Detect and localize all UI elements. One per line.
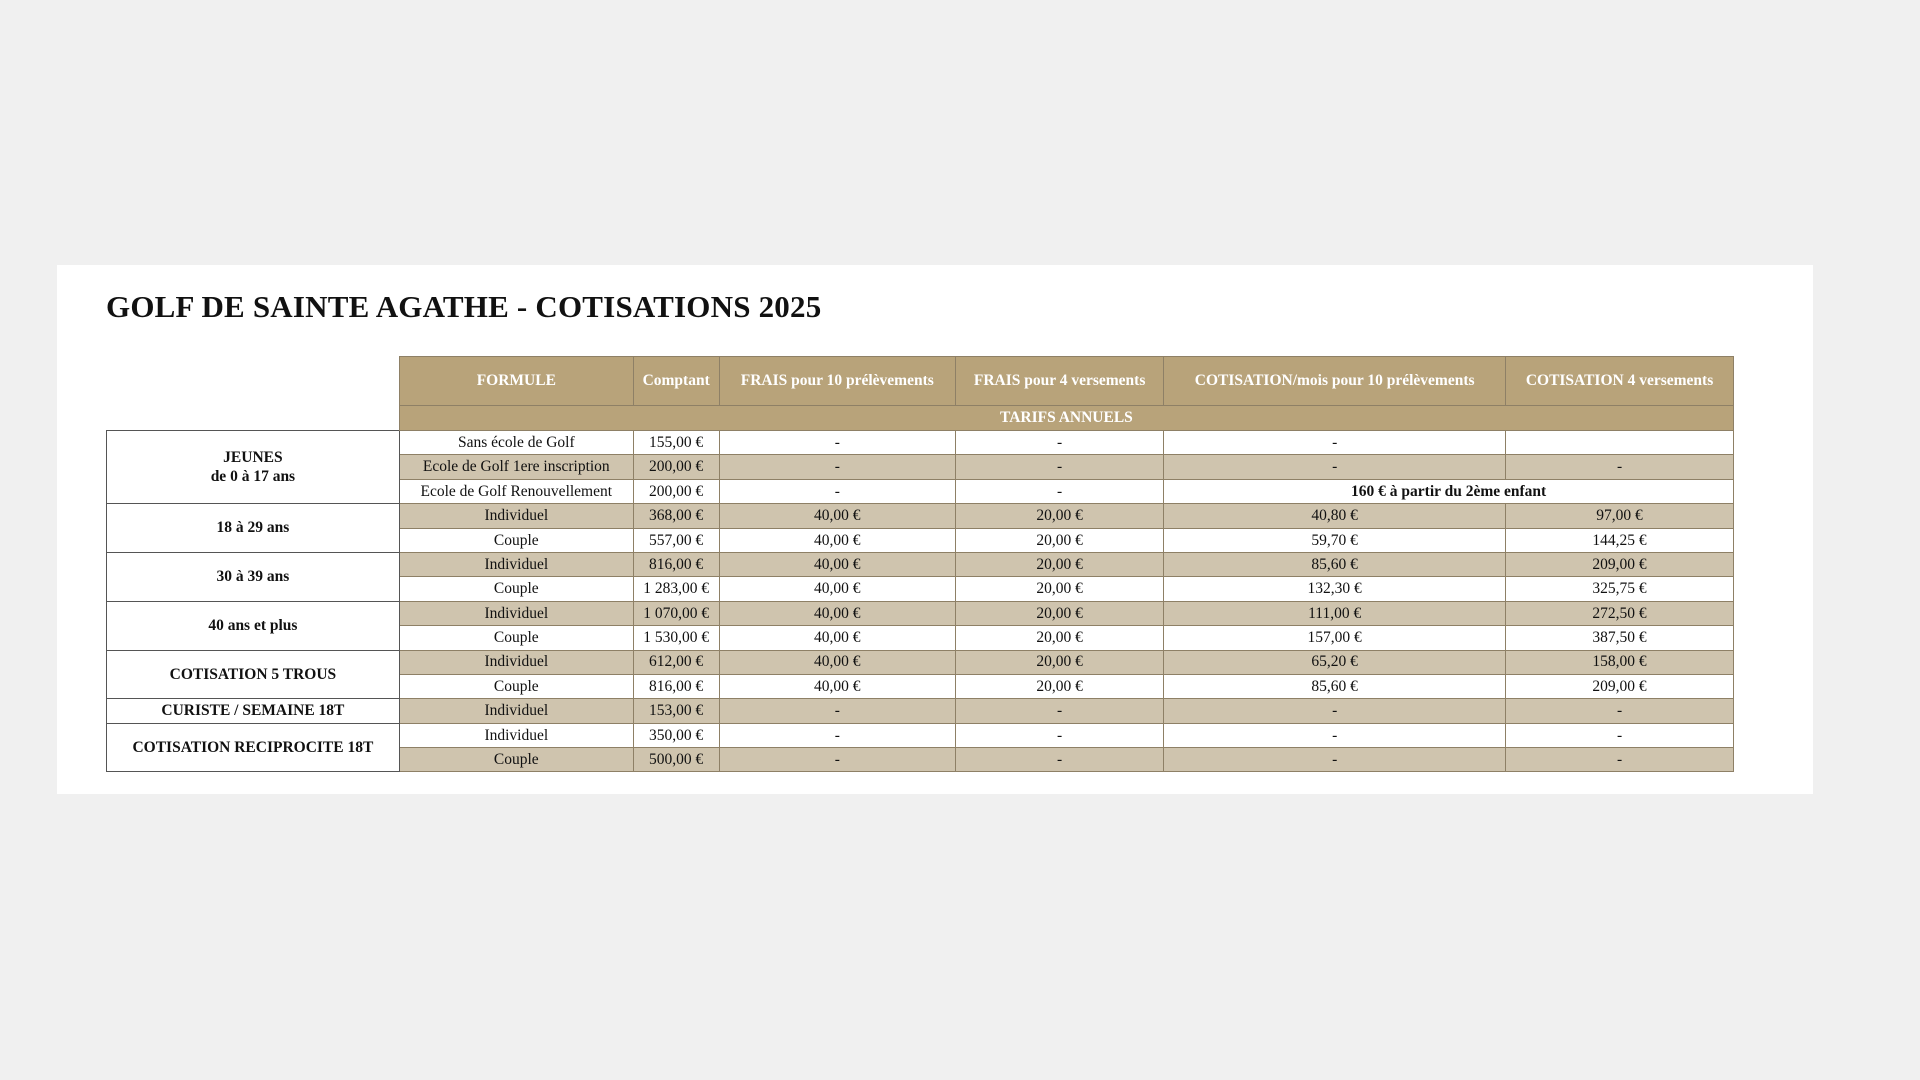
cell-formule: Individuel xyxy=(399,699,633,723)
table-row xyxy=(107,723,1734,747)
cell-frais-10: - xyxy=(719,748,955,772)
header-comptant: Comptant xyxy=(633,357,719,406)
cell-comptant: 1 530,00 € xyxy=(633,626,719,650)
cell-cotisation-4: 387,50 € xyxy=(1506,626,1734,650)
cell-cotisation-4 xyxy=(1506,431,1734,455)
header-cotisation-mois-10: COTISATION/mois pour 10 prélèvements xyxy=(1164,357,1506,406)
cell-formule: Couple xyxy=(399,626,633,650)
cell-frais-4: 20,00 € xyxy=(956,528,1164,552)
header-formule: FORMULE xyxy=(399,357,633,406)
cell-formule: Individuel xyxy=(399,552,633,576)
table-row xyxy=(107,699,1734,723)
cell-frais-4: 20,00 € xyxy=(956,577,1164,601)
cell-comptant: 200,00 € xyxy=(633,479,719,503)
group-jeunes-label: JEUNES xyxy=(223,448,283,466)
cell-comptant: 153,00 € xyxy=(633,699,719,723)
cell-cotisation-mois-10: 85,60 € xyxy=(1164,674,1506,698)
table-row xyxy=(107,650,1734,674)
cell-cotisation-4: 272,50 € xyxy=(1506,601,1734,625)
cell-formule: Couple xyxy=(399,674,633,698)
group-jeunes xyxy=(107,431,400,504)
cell-formule: Individuel xyxy=(399,601,633,625)
cell-comptant: 1 070,00 € xyxy=(633,601,719,625)
table-row xyxy=(107,504,1734,528)
table-row xyxy=(107,552,1734,576)
cell-cotisation-4: 325,75 € xyxy=(1506,577,1734,601)
cell-frais-10: 40,00 € xyxy=(719,650,955,674)
cell-comptant: 612,00 € xyxy=(633,650,719,674)
cell-formule: Couple xyxy=(399,748,633,772)
cell-cotisation-4: 158,00 € xyxy=(1506,650,1734,674)
cell-frais-10: 40,00 € xyxy=(719,674,955,698)
page-title: GOLF DE SAINTE AGATHE - COTISATIONS 2025 xyxy=(106,289,822,324)
cell-cotisation-mois-10: 40,80 € xyxy=(1164,504,1506,528)
cell-cotisation-mois-10: 157,00 € xyxy=(1164,626,1506,650)
group-30-39: 30 à 39 ans xyxy=(107,552,400,601)
header-frais-10: FRAIS pour 10 prélèvements xyxy=(719,357,955,406)
cell-formule: Individuel xyxy=(399,650,633,674)
cell-cotisation-4: 97,00 € xyxy=(1506,504,1734,528)
cell-frais-4: 20,00 € xyxy=(956,650,1164,674)
cell-cotisation-4: 209,00 € xyxy=(1506,674,1734,698)
cell-cotisation-mois-10: - xyxy=(1164,699,1506,723)
cell-frais-4: 20,00 € xyxy=(956,626,1164,650)
cell-frais-4: - xyxy=(956,479,1164,503)
cell-cotisation-mois-10: - xyxy=(1164,431,1506,455)
header-frais-4: FRAIS pour 4 versements xyxy=(956,357,1164,406)
cell-cotisation-mois-10: - xyxy=(1164,723,1506,747)
cell-frais-10: - xyxy=(719,699,955,723)
cell-comptant: 500,00 € xyxy=(633,748,719,772)
cell-frais-4: - xyxy=(956,431,1164,455)
cell-cotisation-mois-10: 111,00 € xyxy=(1164,601,1506,625)
cell-frais-4: 20,00 € xyxy=(956,504,1164,528)
cell-comptant: 816,00 € xyxy=(633,674,719,698)
cell-formule: Couple xyxy=(399,528,633,552)
group-jeunes-age: de 0 à 17 ans xyxy=(210,468,296,486)
cell-frais-10: 40,00 € xyxy=(719,577,955,601)
header-tarifs-annuels: TARIFS ANNUELS xyxy=(399,406,1733,431)
cotisations-table xyxy=(106,356,1734,772)
cell-frais-4: - xyxy=(956,748,1164,772)
cell-formule: Ecole de Golf 1ere inscription xyxy=(399,455,633,479)
cell-formule: Sans école de Golf xyxy=(399,431,633,455)
cell-frais-4: 20,00 € xyxy=(956,674,1164,698)
cell-cotisation-mois-10: 132,30 € xyxy=(1164,577,1506,601)
cell-cotisation-4: 209,00 € xyxy=(1506,552,1734,576)
cell-comptant: 200,00 € xyxy=(633,455,719,479)
cell-frais-10: - xyxy=(719,479,955,503)
cell-cotisation-4: 144,25 € xyxy=(1506,528,1734,552)
header-cotisation-4: COTISATION 4 versements xyxy=(1506,357,1734,406)
cell-comptant: 155,00 € xyxy=(633,431,719,455)
cell-frais-10: 40,00 € xyxy=(719,504,955,528)
cell-frais-10: 40,00 € xyxy=(719,601,955,625)
group-curiste: CURISTE / SEMAINE 18T xyxy=(107,699,400,723)
cell-frais-4: 20,00 € xyxy=(956,601,1164,625)
cell-cotisation-mois-10: 65,20 € xyxy=(1164,650,1506,674)
cell-comptant: 557,00 € xyxy=(633,528,719,552)
cell-comptant: 350,00 € xyxy=(633,723,719,747)
cell-frais-4: - xyxy=(956,723,1164,747)
cell-comptant: 368,00 € xyxy=(633,504,719,528)
cell-formule: Ecole de Golf Renouvellement xyxy=(399,479,633,503)
group-5-trous: COTISATION 5 TROUS xyxy=(107,650,400,699)
cell-frais-10: 40,00 € xyxy=(719,626,955,650)
cell-cotisation-mois-10: - xyxy=(1164,748,1506,772)
header-corner xyxy=(107,357,400,431)
group-reciprocite: COTISATION RECIPROCITE 18T xyxy=(107,723,400,772)
group-40-plus: 40 ans et plus xyxy=(107,601,400,650)
cell-cotisation-mois-10: 59,70 € xyxy=(1164,528,1506,552)
cell-cotisation-4: - xyxy=(1506,748,1734,772)
cell-frais-4: 20,00 € xyxy=(956,552,1164,576)
cell-frais-10: 40,00 € xyxy=(719,528,955,552)
table-row xyxy=(107,431,1734,455)
cell-formule: Couple xyxy=(399,577,633,601)
cell-cotisation-4: - xyxy=(1506,699,1734,723)
cell-comptant: 816,00 € xyxy=(633,552,719,576)
cell-frais-4: - xyxy=(956,699,1164,723)
cell-cotisation-mois-10: - xyxy=(1164,455,1506,479)
cell-frais-10: 40,00 € xyxy=(719,552,955,576)
cell-frais-10: - xyxy=(719,723,955,747)
cell-cotisation-4: - xyxy=(1506,455,1734,479)
tarifs-card xyxy=(57,265,1813,794)
table-row xyxy=(107,601,1734,625)
cell-formule: Individuel xyxy=(399,723,633,747)
cell-comptant: 1 283,00 € xyxy=(633,577,719,601)
cell-note-2eme-enfant: 160 € à partir du 2ème enfant xyxy=(1164,479,1734,503)
cell-frais-10: - xyxy=(719,455,955,479)
cell-formule: Individuel xyxy=(399,504,633,528)
group-18-29: 18 à 29 ans xyxy=(107,504,400,553)
cell-frais-4: - xyxy=(956,455,1164,479)
cell-frais-10: - xyxy=(719,431,955,455)
cell-cotisation-mois-10: 85,60 € xyxy=(1164,552,1506,576)
cell-cotisation-4: - xyxy=(1506,723,1734,747)
